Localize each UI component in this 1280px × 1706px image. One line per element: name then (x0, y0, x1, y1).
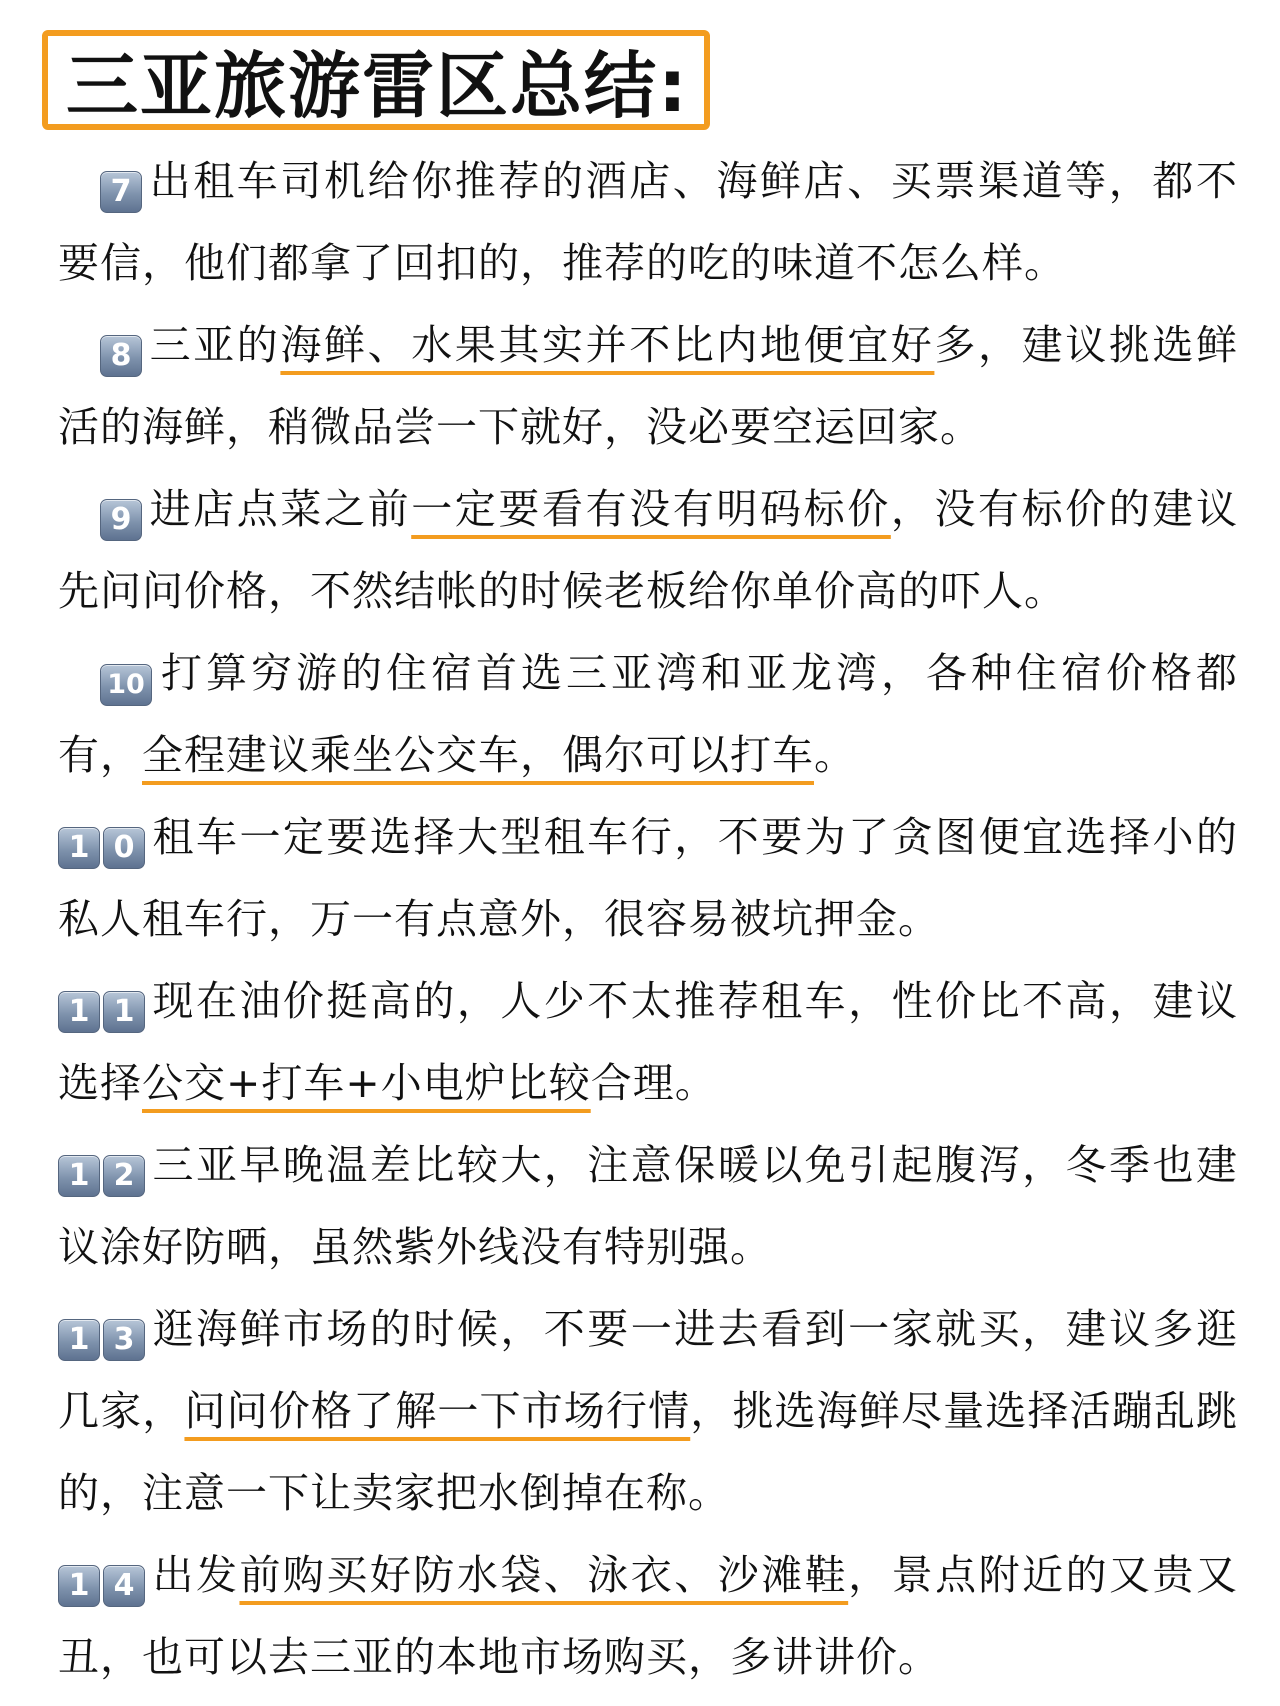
tip-text: 合理。 (590, 1059, 717, 1107)
number-badge (58, 827, 145, 869)
keycap-digit-icon: 7 (100, 171, 142, 213)
tip-text: 逛海鲜市场的时候，不要一进去看到一家就买，建议多逛几家， (58, 1305, 1238, 1435)
tip-item (58, 1288, 1238, 1534)
keycap-digit-icon: 2 (103, 1155, 145, 1197)
tip-item (58, 1124, 1238, 1288)
keycap-digit-icon: 1 (58, 991, 100, 1033)
page-title: 三亚旅游雷区总结: (66, 44, 689, 128)
number-badge (58, 1565, 145, 1607)
tip-text: ，挑选海鲜尽量选择活蹦乱跳的，注意一下让卖家把水倒掉在称。 (58, 1387, 1239, 1517)
tip-item (58, 960, 1238, 1124)
tip-item (58, 304, 1238, 468)
tip-item (58, 632, 1238, 796)
keycap-digit-icon: 1 (103, 991, 145, 1033)
keycap-digit-icon: 8 (100, 335, 142, 377)
highlighted-text: 公交+打车+小电炉比较 (142, 1059, 591, 1107)
tip-text: ，景点附近的又贵又丑，也可以去三亚的本地市场购买，多讲讲价。 (58, 1551, 1239, 1681)
keycap-digit-icon: 1 (58, 827, 100, 869)
tip-item (58, 140, 1238, 304)
number-badge (100, 664, 152, 706)
keycap-digit-icon: 3 (103, 1319, 145, 1361)
keycap-digit-icon: 1 (58, 1155, 100, 1197)
tip-text: 出租车司机给你推荐的酒店、海鲜店、买票渠道等，都不要信，他们都拿了回扣的，推荐的吃的味道不怎么样。 (58, 157, 1238, 287)
number-badge (100, 499, 142, 541)
tip-item (58, 468, 1238, 632)
number-badge (100, 335, 142, 377)
tip-item (58, 1534, 1238, 1698)
tip-item (58, 796, 1238, 960)
number-badge (58, 1319, 145, 1361)
tip-text: 现在油价挺高的，人少不太推荐租车，性价比不高，建议选择 (58, 977, 1238, 1107)
keycap-digit-icon: 0 (103, 827, 145, 869)
highlighted-text: 一定要看有没有明码标价 (411, 485, 891, 533)
keycap-digit-icon: 10 (100, 664, 152, 706)
number-badge (58, 1155, 145, 1197)
tip-text: 打算穷游的住宿首选三亚湾和亚龙湾，各种住宿价格都有， (58, 649, 1238, 779)
highlighted-text: 全程建议乘坐公交车，偶尔可以打车 (142, 731, 814, 779)
keycap-digit-icon: 1 (58, 1319, 100, 1361)
highlighted-text: 前购买好防水袋、泳衣、沙滩鞋 (239, 1551, 849, 1599)
keycap-digit-icon: 1 (58, 1565, 100, 1607)
tip-text: 多，建议挑选鲜活的海鲜，稍微品尝一下就好，没必要空运回家。 (58, 321, 1239, 451)
tips-list (58, 140, 1238, 1698)
keycap-digit-icon: 9 (100, 499, 142, 541)
tip-text: 。 (814, 731, 856, 779)
highlighted-text: 海鲜、水果其实并不比内地便宜好 (280, 321, 935, 369)
tip-text: 租车一定要选择大型租车行，不要为了贪图便宜选择小的私人租车行，万一有点意外，很容易被坑押金。 (58, 813, 1238, 943)
keycap-digit-icon: 4 (103, 1565, 145, 1607)
tip-text: 三亚早晚温差比较大，注意保暖以免引起腹泻，冬季也建议涂好防晒，虽然紫外线没有特别强。 (58, 1141, 1238, 1271)
tip-text: 进店点菜之前 (148, 485, 412, 533)
tip-text: ，没有标价的建议先问问价格，不然结帐的时候老板给你单价高的吓人。 (58, 485, 1239, 615)
tip-text: 三亚的 (148, 321, 281, 369)
title-box (42, 30, 710, 130)
tip-text: 出发 (151, 1551, 240, 1599)
number-badge (58, 991, 145, 1033)
highlighted-text: 问问价格了解一下市场行情 (184, 1387, 691, 1435)
number-badge (100, 171, 142, 213)
